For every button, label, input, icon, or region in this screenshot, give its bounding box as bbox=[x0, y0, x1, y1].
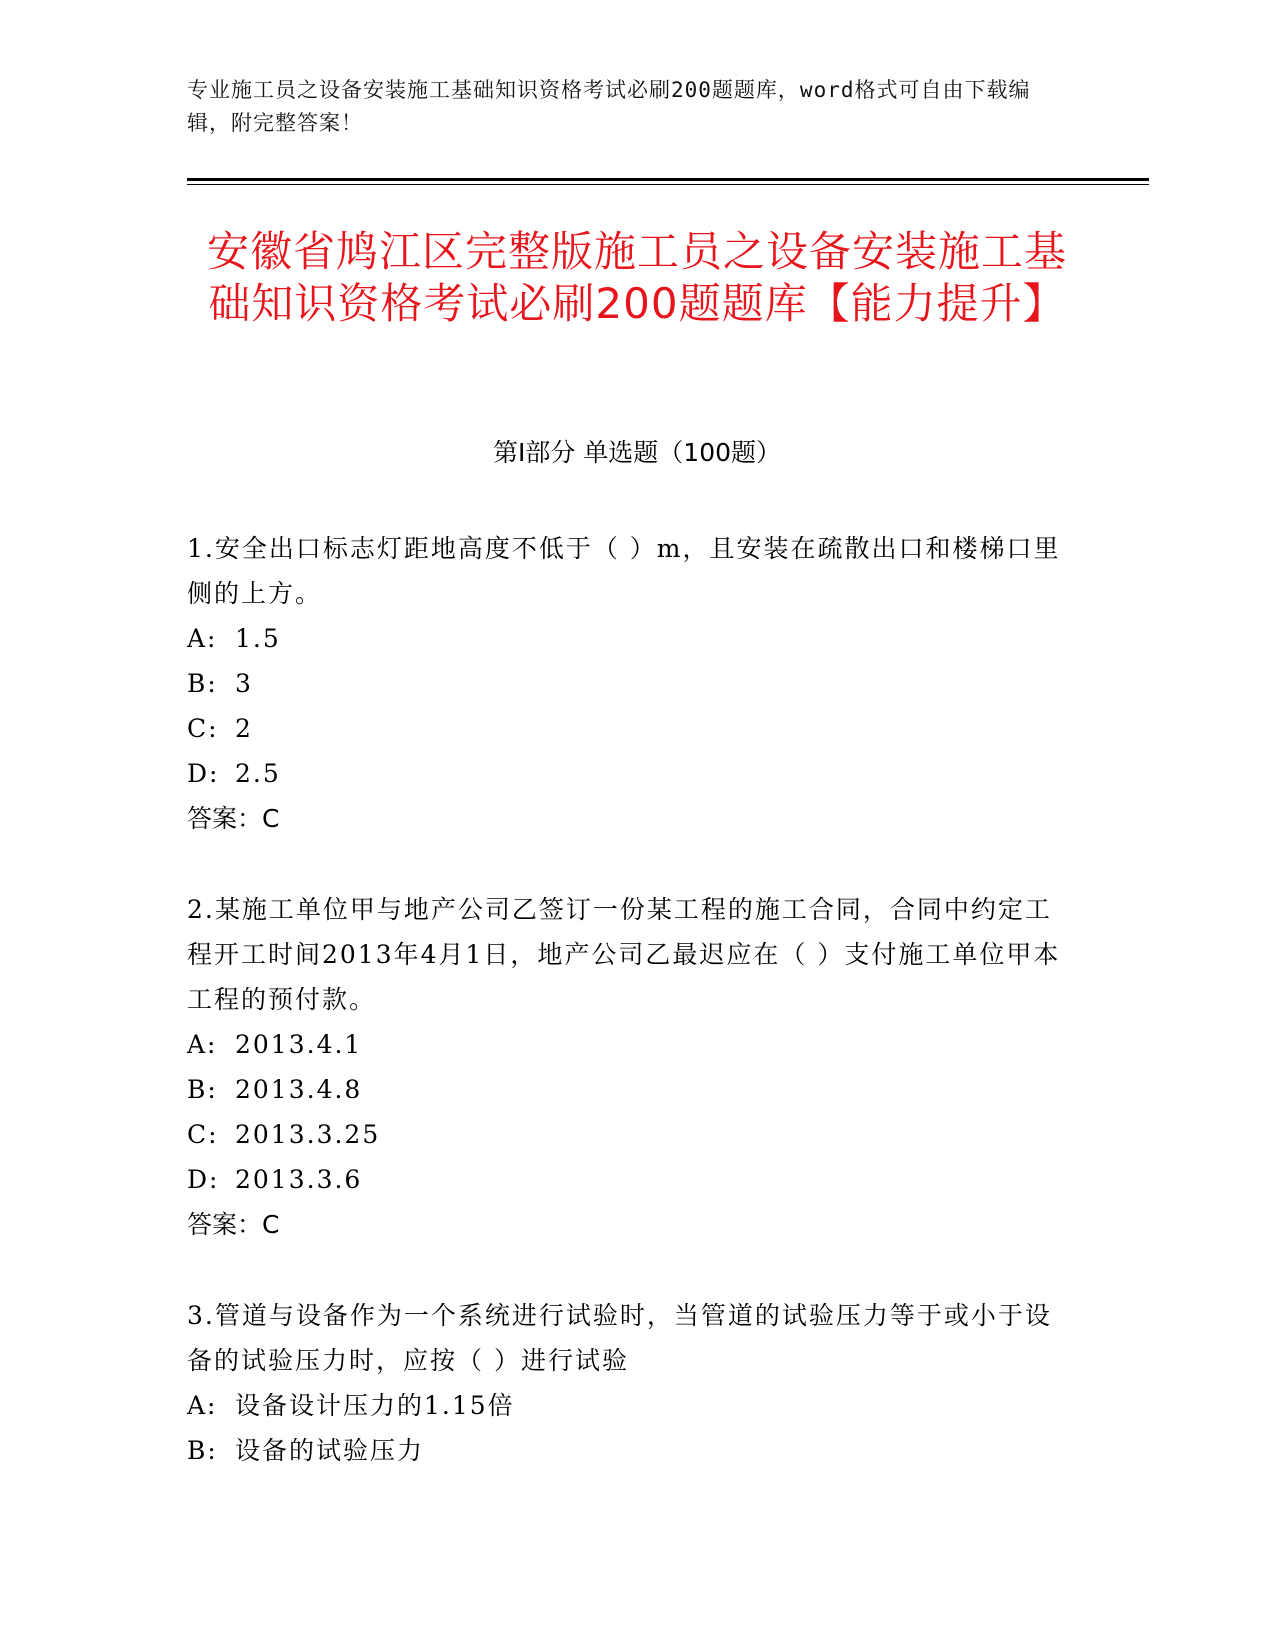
question-2 bbox=[187, 887, 1067, 1247]
option-letter: B: bbox=[187, 669, 218, 698]
option-b bbox=[187, 661, 1067, 706]
option-b bbox=[187, 1428, 1067, 1473]
answer-value: C bbox=[262, 804, 280, 833]
option-text: 2013.3.25 bbox=[235, 1120, 381, 1149]
answer-label: 答案： bbox=[187, 804, 263, 833]
option-text: 1.5 bbox=[235, 624, 281, 653]
option-text: 2013.3.6 bbox=[235, 1165, 363, 1194]
header-divider-thick bbox=[187, 178, 1149, 181]
header-note: 专业施工员之设备安装施工基础知识资格考试必刷200题题库，word格式可自由下载编辑，附完整答案！ bbox=[187, 78, 1031, 135]
option-c bbox=[187, 1112, 1067, 1157]
option-text: 2013.4.1 bbox=[235, 1030, 363, 1059]
option-letter: B: bbox=[187, 1436, 218, 1465]
question-stem: 1.安全出口标志灯距地高度不低于（ ）m，且安装在疏散出口和楼梯口里侧的上方。 bbox=[187, 534, 1061, 608]
document-title: 安徽省鸠江区完整版施工员之设备安装施工基础知识资格考试必刷200题题库【能力提升】 bbox=[206, 227, 1067, 328]
question-list bbox=[187, 526, 1067, 1519]
question-stem: 2.某施工单位甲与地产公司乙签订一份某工程的施工合同，合同中约定工程开工时间2013年4月1日，地产公司乙最迟应在（ ）支付施工单位甲本工程的预付款。 bbox=[187, 895, 1061, 1014]
option-b bbox=[187, 1067, 1067, 1112]
option-letter: A: bbox=[187, 1391, 218, 1420]
answer-label: 答案： bbox=[187, 1210, 263, 1239]
question-stem: 3.管道与设备作为一个系统进行试验时，当管道的试验压力等于或小于设备的试验压力时，应按（ ）进行试验 bbox=[187, 1301, 1052, 1375]
answer-line bbox=[187, 1202, 1067, 1247]
option-text: 2 bbox=[235, 714, 253, 743]
answer-value: C bbox=[262, 1210, 280, 1239]
option-letter: D: bbox=[187, 759, 220, 788]
option-text: 3 bbox=[235, 669, 253, 698]
option-letter: A: bbox=[187, 624, 218, 653]
option-letter: B: bbox=[187, 1075, 218, 1104]
option-a bbox=[187, 616, 1067, 661]
question-3 bbox=[187, 1293, 1067, 1473]
header-divider-thin bbox=[187, 184, 1149, 185]
option-text: 设备的试验压力 bbox=[235, 1436, 425, 1465]
answer-line bbox=[187, 796, 1067, 841]
option-d bbox=[187, 751, 1067, 796]
option-a bbox=[187, 1383, 1067, 1428]
option-letter: C: bbox=[187, 714, 219, 743]
option-letter: C: bbox=[187, 1120, 219, 1149]
question-1 bbox=[187, 526, 1067, 841]
option-c bbox=[187, 706, 1067, 751]
option-text: 设备设计压力的1.15倍 bbox=[235, 1391, 515, 1420]
option-text: 2.5 bbox=[235, 759, 281, 788]
option-letter: D: bbox=[187, 1165, 220, 1194]
option-letter: A: bbox=[187, 1030, 218, 1059]
option-d bbox=[187, 1157, 1067, 1202]
section-title: 第Ⅰ部分 单选题（100题） bbox=[492, 438, 782, 467]
option-a bbox=[187, 1022, 1067, 1067]
option-text: 2013.4.8 bbox=[235, 1075, 363, 1104]
